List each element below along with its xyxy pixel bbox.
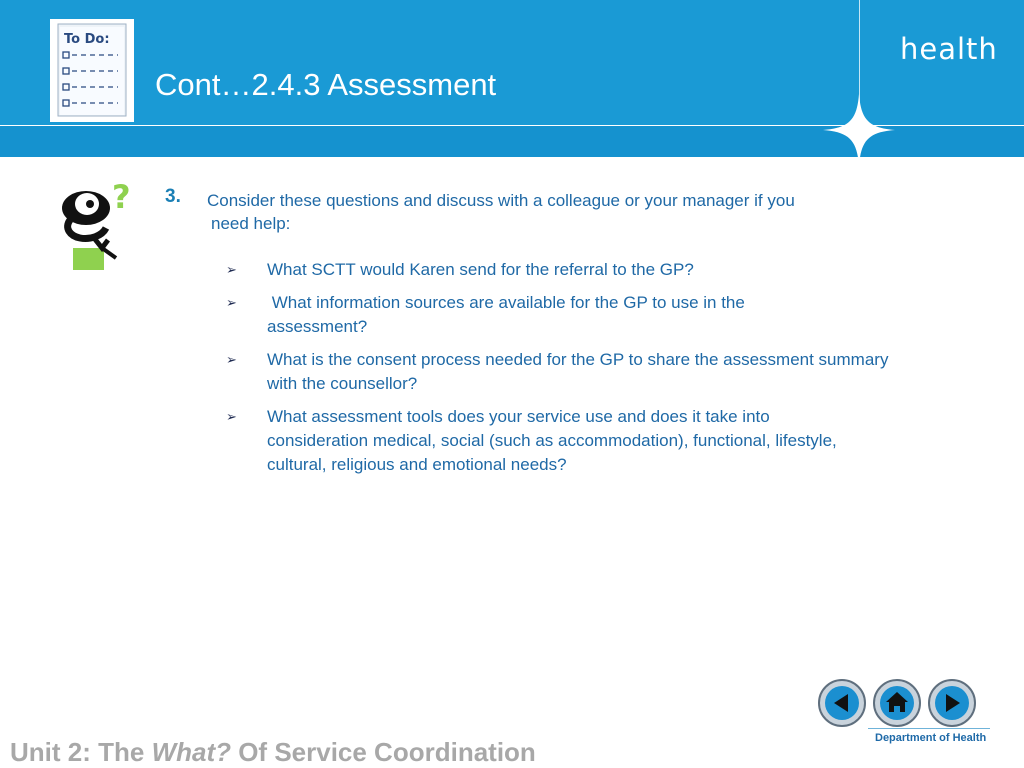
footer-suffix: Of Service Coordination xyxy=(230,737,536,767)
slide-title: Cont…2.4.3 Assessment xyxy=(155,67,497,102)
forward-arrow-icon xyxy=(927,678,977,728)
thinking-person-icon xyxy=(50,178,140,274)
list-item-text: What assessment tools does your service use and does it take into consideration medical, social (such as accommodation), functional, lifestyle, cultural, religious and emotional needs? xyxy=(267,407,837,474)
brand-wordmark: health xyxy=(900,32,998,66)
list-item xyxy=(226,291,926,339)
arrow-bullet-icon: ➢ xyxy=(226,262,237,277)
back-arrow-icon xyxy=(817,678,867,728)
list-item xyxy=(226,348,926,396)
question-text xyxy=(207,189,907,235)
list-item-text: What information sources are available for the GP to use in the assessment? xyxy=(267,293,750,336)
question-line-2: need help: xyxy=(211,214,291,233)
home-button[interactable] xyxy=(872,678,922,728)
list-item-text: What SCTT would Karen send for the referral to the GP? xyxy=(267,260,694,279)
list-item xyxy=(226,405,926,477)
list-item-text: What is the consent process needed for the GP to share the assessment summary with the counsellor? xyxy=(267,350,889,393)
forward-button[interactable] xyxy=(927,678,977,728)
department-divider xyxy=(868,728,990,729)
question-number: 3. xyxy=(165,186,181,207)
todo-label: To Do: xyxy=(64,32,110,47)
arrow-bullet-icon: ➢ xyxy=(226,295,237,310)
arrow-bullet-icon: ➢ xyxy=(226,352,237,367)
footer-emphasis: What? xyxy=(151,737,231,767)
department-label: Department of Health xyxy=(875,732,987,744)
list-item xyxy=(226,258,926,282)
footer-title xyxy=(10,737,536,768)
home-icon xyxy=(872,678,922,728)
svg-text:?: ? xyxy=(112,178,131,216)
footer-prefix: Unit 2: The xyxy=(10,737,152,767)
header-banner xyxy=(0,0,1024,157)
arrow-bullet-icon: ➢ xyxy=(226,409,237,424)
sparkle-icon xyxy=(823,94,895,157)
question-line-1: Consider these questions and discuss with a colleague or your manager if you xyxy=(207,191,795,210)
todo-list-icon xyxy=(50,19,134,122)
back-button[interactable] xyxy=(817,678,867,728)
